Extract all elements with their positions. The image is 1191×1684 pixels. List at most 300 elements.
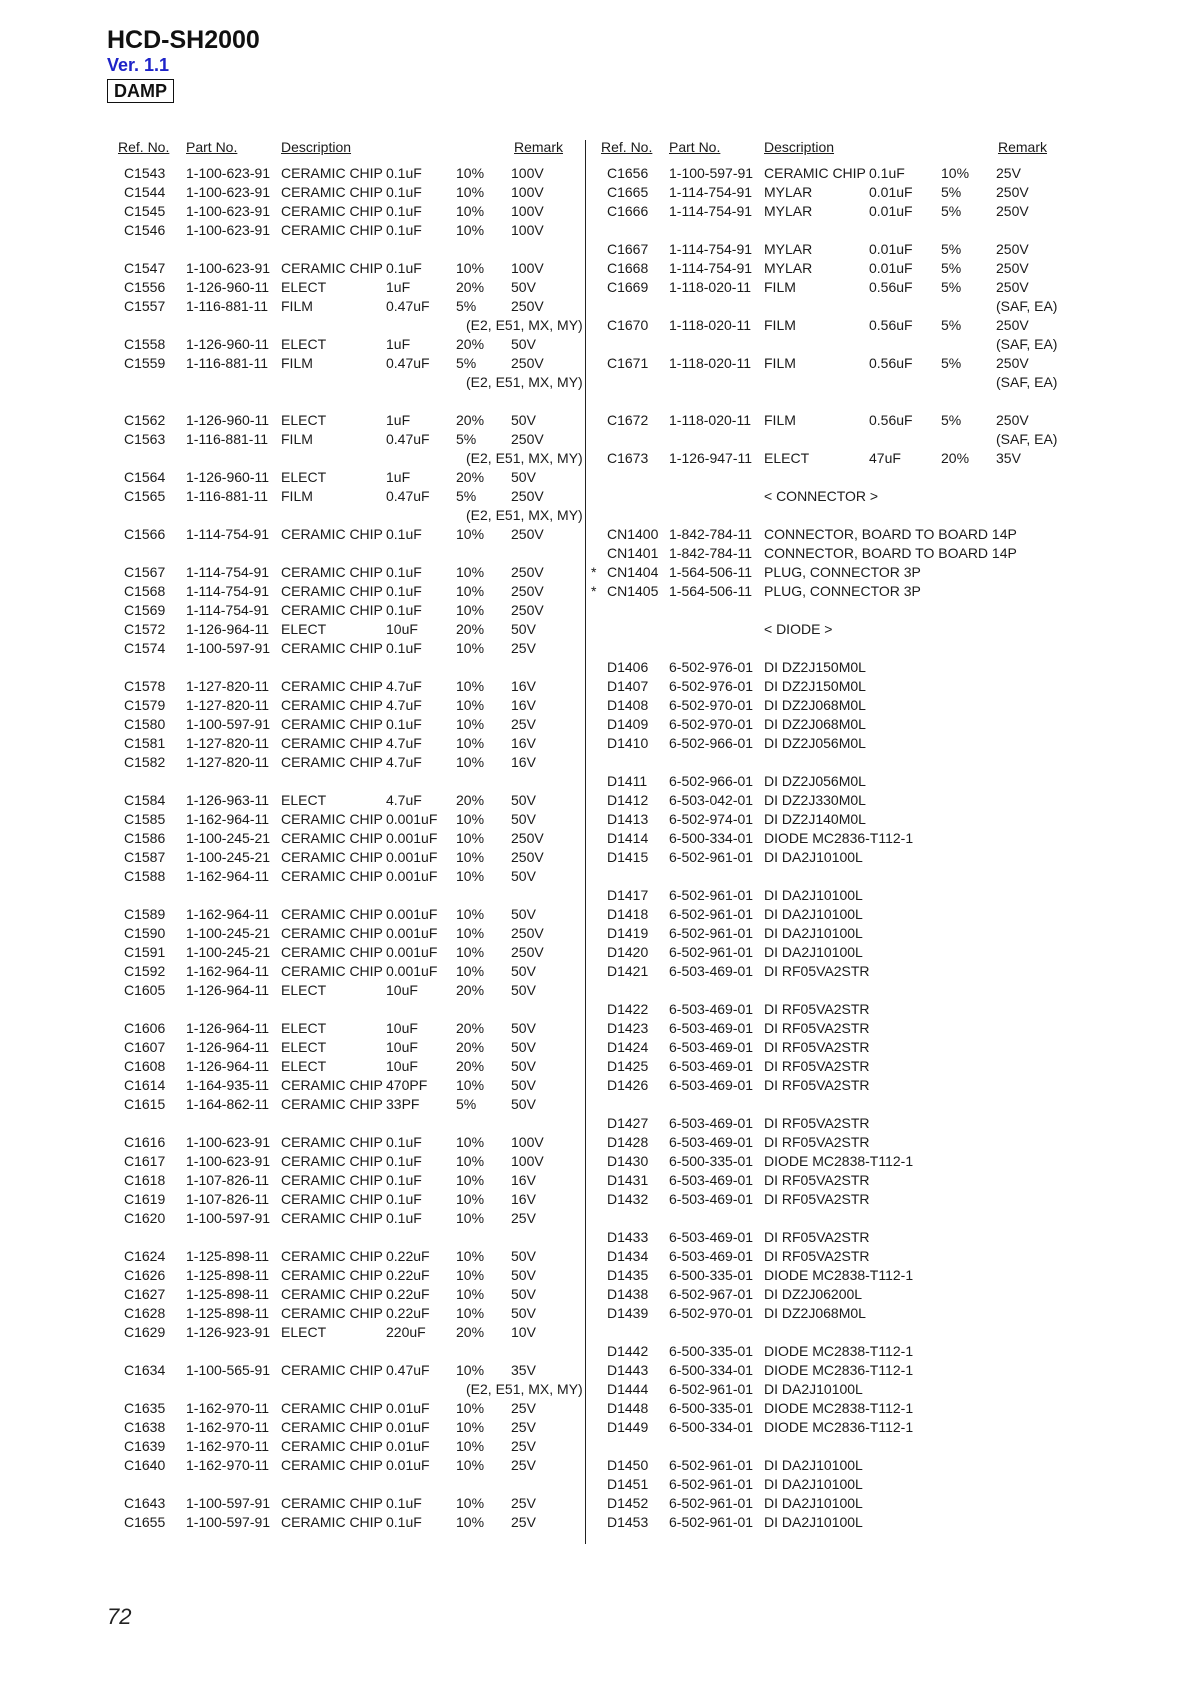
part-no: 6-503-469-01: [669, 1039, 754, 1055]
remark: 25V: [511, 1210, 536, 1226]
description: DIODE MC2836-T112-1: [764, 830, 914, 846]
description: CERAMIC CHIP: [281, 811, 383, 827]
remark: 50V: [511, 1020, 536, 1036]
part-no: 6-502-976-01: [669, 659, 754, 675]
description: CONNECTOR, BOARD TO BOARD 14P: [764, 545, 1017, 561]
ref-no: C1673: [607, 450, 649, 466]
part-row: [596, 810, 1066, 829]
tolerance: 10%: [456, 1514, 485, 1530]
value: 0.001uF: [386, 963, 438, 979]
tolerance: 10%: [456, 1267, 485, 1283]
remark: 250V: [511, 298, 544, 314]
part-no: 6-502-961-01: [669, 944, 754, 960]
part-no: 6-503-042-01: [669, 792, 754, 808]
description: FILM: [281, 431, 313, 447]
row-spacer: [114, 1475, 578, 1494]
remark: 50V: [511, 279, 536, 295]
part-no: 1-126-947-11: [669, 450, 753, 466]
part-no: 6-502-961-01: [669, 849, 754, 865]
model-title: HCD-SH2000: [107, 26, 260, 54]
remark-destinations: (SAF, EA): [996, 336, 1058, 352]
ref-no: C1667: [607, 241, 649, 257]
remark: 250V: [996, 203, 1029, 219]
part-no: 1-100-245-21: [186, 925, 271, 941]
header-remark: Remark: [998, 139, 1048, 155]
part-row: [596, 1266, 1066, 1285]
part-no: 6-500-335-01: [669, 1267, 754, 1283]
description: CERAMIC CHIP: [281, 1457, 383, 1473]
version-label: Ver. 1.1: [107, 55, 170, 75]
part-row: [114, 905, 578, 924]
column-header-left: [114, 139, 578, 158]
ref-no: C1582: [124, 754, 166, 770]
part-row: [114, 620, 578, 639]
value: 1uF: [386, 279, 411, 295]
part-row: [596, 696, 1066, 715]
description: DIODE MC2838-T112-1: [764, 1400, 914, 1416]
tolerance: 10%: [456, 203, 485, 219]
value: 0.001uF: [386, 944, 438, 960]
remark: 250V: [511, 355, 544, 371]
ref-no: D1418: [607, 906, 649, 922]
tolerance: 10%: [456, 906, 485, 922]
description: CERAMIC CHIP: [281, 165, 383, 181]
description: DI RF05VA2STR: [764, 1001, 870, 1017]
part-no: 1-126-964-11: [186, 982, 270, 998]
description: CERAMIC CHIP: [764, 165, 866, 181]
part-no: 6-502-967-01: [669, 1286, 754, 1302]
part-no: 6-502-961-01: [669, 887, 754, 903]
part-no: 1-842-784-11: [669, 545, 753, 561]
part-row: [114, 1437, 578, 1456]
row-spacer: [596, 867, 1066, 886]
ref-no: D1412: [607, 792, 649, 808]
column-header-right: [596, 139, 1066, 158]
description: CERAMIC CHIP: [281, 830, 383, 846]
part-no: 6-503-469-01: [669, 963, 754, 979]
description: CERAMIC CHIP: [281, 1514, 383, 1530]
tolerance: 10%: [456, 1457, 485, 1473]
remark: 25V: [511, 716, 536, 732]
part-row: [114, 525, 578, 544]
value: 220uF: [386, 1324, 426, 1340]
tolerance: 10%: [456, 735, 485, 751]
value: 4.7uF: [386, 697, 422, 713]
part-row: [596, 1418, 1066, 1437]
part-no: 1-100-623-91: [186, 1153, 271, 1169]
remark: 50V: [511, 1248, 536, 1264]
ref-no: C1635: [124, 1400, 166, 1416]
ref-no: D1435: [607, 1267, 649, 1283]
description: DI DZ2J150M0L: [764, 678, 866, 694]
part-row: [596, 734, 1066, 753]
part-no: 6-502-961-01: [669, 1381, 754, 1397]
description: CERAMIC CHIP: [281, 735, 383, 751]
part-no: 1-107-826-11: [186, 1172, 270, 1188]
remark: 50V: [511, 868, 536, 884]
remark: 25V: [511, 1419, 536, 1435]
description: CERAMIC CHIP: [281, 1267, 383, 1283]
part-row: [596, 202, 1066, 221]
description: CERAMIC CHIP: [281, 1305, 383, 1321]
part-no: 6-503-469-01: [669, 1077, 754, 1093]
remark: 50V: [511, 1267, 536, 1283]
part-no: 6-503-469-01: [669, 1001, 754, 1017]
tolerance: 10%: [456, 811, 485, 827]
part-no: 6-503-469-01: [669, 1115, 754, 1131]
ref-no: D1444: [607, 1381, 649, 1397]
ref-no: C1558: [124, 336, 166, 352]
part-row: [596, 1228, 1066, 1247]
remark-continuation: [596, 297, 1066, 316]
ref-no: D1427: [607, 1115, 649, 1131]
description: CERAMIC CHIP: [281, 526, 383, 542]
remark-destinations: (E2, E51, MX, MY): [466, 1381, 583, 1397]
part-no: 6-503-469-01: [669, 1229, 754, 1245]
ref-no: D1430: [607, 1153, 649, 1169]
part-no: 1-100-597-91: [669, 165, 754, 181]
remark: 35V: [511, 1362, 536, 1378]
part-no: 1-100-597-91: [186, 640, 271, 656]
description: CERAMIC CHIP: [281, 944, 383, 960]
part-no: 6-503-469-01: [669, 1172, 754, 1188]
part-no: 6-503-469-01: [669, 1134, 754, 1150]
ref-no: CN1405: [607, 583, 659, 599]
row-spacer: [114, 1114, 578, 1133]
part-row: [114, 943, 578, 962]
description: ELECT: [281, 1020, 327, 1036]
ref-no: D1422: [607, 1001, 649, 1017]
value: 0.1uF: [386, 1172, 422, 1188]
ref-no: D1406: [607, 659, 649, 675]
part-row: [114, 430, 578, 449]
ref-no: C1672: [607, 412, 649, 428]
remark: 250V: [511, 564, 544, 580]
remark: 25V: [511, 1495, 536, 1511]
tolerance: 10%: [456, 1153, 485, 1169]
part-no: 1-126-963-11: [186, 792, 270, 808]
description: FILM: [764, 279, 796, 295]
tolerance: 10%: [456, 602, 485, 618]
remark: 16V: [511, 735, 536, 751]
ref-no: C1580: [124, 716, 166, 732]
row-spacer: [114, 1228, 578, 1247]
tolerance: 10%: [456, 963, 485, 979]
description: DI DZ2J140M0L: [764, 811, 866, 827]
value: 0.1uF: [386, 716, 422, 732]
ref-no: C1572: [124, 621, 166, 637]
tolerance: 5%: [941, 279, 962, 295]
part-no: 6-503-469-01: [669, 1191, 754, 1207]
ref-no: C1605: [124, 982, 166, 998]
value: 0.1uF: [386, 1495, 422, 1511]
part-no: 1-162-964-11: [186, 906, 270, 922]
part-row: [114, 1152, 578, 1171]
part-row: [596, 1285, 1066, 1304]
part-row: [596, 772, 1066, 791]
column-divider: [585, 140, 586, 1544]
description: CERAMIC CHIP: [281, 754, 383, 770]
description: FILM: [281, 298, 313, 314]
part-no: 6-503-469-01: [669, 1058, 754, 1074]
part-row: [114, 1095, 578, 1114]
part-no: 1-126-960-11: [186, 412, 270, 428]
part-no: 1-162-964-11: [186, 811, 270, 827]
tolerance: 10%: [456, 1077, 485, 1093]
part-no: 6-502-961-01: [669, 925, 754, 941]
remark: 50V: [511, 412, 536, 428]
ref-no: D1443: [607, 1362, 649, 1378]
part-no: 1-162-964-11: [186, 963, 270, 979]
part-no: 1-118-020-11: [669, 355, 751, 371]
description: CERAMIC CHIP: [281, 963, 383, 979]
tolerance: 20%: [456, 469, 485, 485]
ref-no: D1451: [607, 1476, 649, 1492]
tolerance: 10%: [456, 1438, 485, 1454]
remark: 250V: [996, 260, 1029, 276]
description: DIODE MC2838-T112-1: [764, 1153, 914, 1169]
ref-no: C1578: [124, 678, 166, 694]
remark-continuation: [596, 335, 1066, 354]
value: 0.1uF: [869, 165, 905, 181]
tolerance: 20%: [456, 982, 485, 998]
part-no: 1-114-754-91: [186, 564, 270, 580]
remark: 250V: [996, 317, 1029, 333]
ref-no: D1448: [607, 1400, 649, 1416]
remark-destinations: (SAF, EA): [996, 431, 1058, 447]
value: 0.01uF: [386, 1438, 430, 1454]
description: DI RF05VA2STR: [764, 1134, 870, 1150]
ref-no: C1590: [124, 925, 166, 941]
ref-no: C1586: [124, 830, 166, 846]
part-no: 1-114-754-91: [669, 241, 753, 257]
tolerance: 5%: [456, 1096, 477, 1112]
part-row: [114, 563, 578, 582]
part-no: 1-100-245-21: [186, 944, 271, 960]
ref-no: D1425: [607, 1058, 649, 1074]
ref-no: D1411: [607, 773, 648, 789]
part-no: 6-502-961-01: [669, 1514, 754, 1530]
description: MYLAR: [764, 260, 813, 276]
remark: 25V: [511, 640, 536, 656]
value: 0.1uF: [386, 1191, 422, 1207]
description: CERAMIC CHIP: [281, 716, 383, 732]
part-row: [114, 639, 578, 658]
part-no: 6-500-334-01: [669, 1419, 754, 1435]
part-row: [596, 1000, 1066, 1019]
part-no: 1-116-881-11: [186, 488, 268, 504]
value: 10uF: [386, 982, 418, 998]
part-row: [114, 1323, 578, 1342]
tolerance: 10%: [456, 1134, 485, 1150]
ref-no: C1617: [124, 1153, 166, 1169]
value: 0.01uF: [869, 184, 913, 200]
part-no: 6-502-961-01: [669, 906, 754, 922]
description: CERAMIC CHIP: [281, 925, 383, 941]
part-row: [596, 1361, 1066, 1380]
remark: 16V: [511, 754, 536, 770]
ref-no: C1581: [124, 735, 166, 751]
description: PLUG, CONNECTOR 3P: [764, 583, 921, 599]
value: 0.001uF: [386, 830, 438, 846]
part-no: 1-118-020-11: [669, 317, 751, 333]
part-row: [596, 1133, 1066, 1152]
part-row: [114, 1304, 578, 1323]
remark: 250V: [511, 602, 544, 618]
description: DI DZ2J056M0L: [764, 735, 866, 751]
remark: 250V: [511, 431, 544, 447]
part-row: [114, 1399, 578, 1418]
ref-no: D1453: [607, 1514, 649, 1530]
description: DI DA2J10100L: [764, 1381, 863, 1397]
ref-no: D1433: [607, 1229, 649, 1245]
row-spacer: [596, 1209, 1066, 1228]
part-row: [591, 563, 1066, 582]
ref-no: C1627: [124, 1286, 166, 1302]
part-row: [114, 734, 578, 753]
part-no: 6-502-961-01: [669, 1457, 754, 1473]
header-part-no: Part No.: [669, 139, 721, 155]
part-row: [114, 1361, 578, 1380]
row-spacer: [114, 886, 578, 905]
ref-no: C1588: [124, 868, 166, 884]
ref-no: C1585: [124, 811, 166, 827]
description: ELECT: [281, 1058, 327, 1074]
mark-asterisk: *: [591, 583, 597, 599]
part-row: [596, 1152, 1066, 1171]
section-heading: [596, 620, 1066, 639]
ref-no: C1544: [124, 184, 166, 200]
remark: 16V: [511, 1172, 536, 1188]
description: DI DA2J10100L: [764, 1495, 863, 1511]
value: 0.47uF: [386, 298, 430, 314]
part-no: 1-116-881-11: [186, 431, 268, 447]
part-no: 1-100-623-91: [186, 165, 271, 181]
ref-no: C1592: [124, 963, 166, 979]
ref-no: C1546: [124, 222, 166, 238]
description: CERAMIC CHIP: [281, 868, 383, 884]
description: CERAMIC CHIP: [281, 1400, 383, 1416]
part-row: [596, 316, 1066, 335]
tolerance: 10%: [456, 1210, 485, 1226]
value: 10uF: [386, 1058, 418, 1074]
description: CERAMIC CHIP: [281, 222, 383, 238]
description: CERAMIC CHIP: [281, 1077, 383, 1093]
remark: 50V: [511, 811, 536, 827]
part-row: [114, 848, 578, 867]
ref-no: CN1404: [607, 564, 659, 580]
tolerance: 10%: [456, 165, 485, 181]
ref-no: C1566: [124, 526, 166, 542]
row-spacer: [596, 981, 1066, 1000]
value: 0.22uF: [386, 1286, 430, 1302]
part-row: [596, 1171, 1066, 1190]
remark: 250V: [996, 355, 1029, 371]
description: DI DZ2J056M0L: [764, 773, 866, 789]
board-label: DAMP: [107, 79, 174, 103]
part-row: [114, 601, 578, 620]
part-row: [114, 810, 578, 829]
part-row: [596, 1038, 1066, 1057]
header-part-no: Part No.: [186, 139, 238, 155]
header-description: Description: [281, 139, 352, 155]
description: DIODE MC2836-T112-1: [764, 1362, 914, 1378]
remark: 50V: [511, 469, 536, 485]
part-no: 6-500-335-01: [669, 1153, 754, 1169]
ref-no: C1547: [124, 260, 166, 276]
value: 0.01uF: [869, 203, 913, 219]
part-row: [114, 278, 578, 297]
part-row: [114, 582, 578, 601]
description: CERAMIC CHIP: [281, 184, 383, 200]
part-row: [114, 1171, 578, 1190]
tolerance: 10%: [456, 1362, 485, 1378]
value: 4.7uF: [386, 754, 422, 770]
part-no: 6-502-970-01: [669, 716, 754, 732]
part-row: [114, 981, 578, 1000]
description: ELECT: [281, 1324, 327, 1340]
value: 0.1uF: [386, 184, 422, 200]
part-row: [114, 354, 578, 373]
value: 0.1uF: [386, 260, 422, 276]
ref-no: C1607: [124, 1039, 166, 1055]
part-no: 1-126-964-11: [186, 1039, 270, 1055]
description: CERAMIC CHIP: [281, 1438, 383, 1454]
ref-no: C1615: [124, 1096, 166, 1112]
description: MYLAR: [764, 241, 813, 257]
value: 0.01uF: [386, 1400, 430, 1416]
description: CERAMIC CHIP: [281, 1362, 383, 1378]
description: CERAMIC CHIP: [281, 1210, 383, 1226]
remark-continuation: [114, 1380, 583, 1399]
part-row: [114, 487, 578, 506]
ref-no: D1442: [607, 1343, 649, 1359]
description: DI DA2J10100L: [764, 1514, 863, 1530]
ref-no: C1629: [124, 1324, 166, 1340]
value: 0.47uF: [386, 431, 430, 447]
ref-no: C1624: [124, 1248, 166, 1264]
description: CERAMIC CHIP: [281, 906, 383, 922]
part-row: [114, 183, 578, 202]
part-row: [114, 962, 578, 981]
remark: 25V: [511, 1400, 536, 1416]
part-no: 6-502-970-01: [669, 1305, 754, 1321]
tolerance: 5%: [941, 184, 962, 200]
tolerance: 5%: [941, 412, 962, 428]
value: 0.47uF: [386, 355, 430, 371]
ref-no: C1671: [607, 355, 649, 371]
description: CERAMIC CHIP: [281, 564, 383, 580]
ref-no: C1634: [124, 1362, 166, 1378]
ref-no: D1426: [607, 1077, 649, 1093]
remark: 35V: [996, 450, 1021, 466]
part-row: [596, 943, 1066, 962]
rows-right: [591, 164, 1066, 1532]
row-spacer: [596, 221, 1066, 240]
value: 47uF: [869, 450, 901, 466]
part-no: 6-503-469-01: [669, 1020, 754, 1036]
part-row: [596, 1475, 1066, 1494]
description: DI DZ2J150M0L: [764, 659, 866, 675]
remark: 50V: [511, 1096, 536, 1112]
row-spacer: [596, 468, 1066, 487]
description: ELECT: [281, 412, 327, 428]
value: 10uF: [386, 1020, 418, 1036]
part-row: [596, 829, 1066, 848]
ref-no: D1423: [607, 1020, 649, 1036]
description: ELECT: [281, 336, 327, 352]
part-row: [596, 1057, 1066, 1076]
